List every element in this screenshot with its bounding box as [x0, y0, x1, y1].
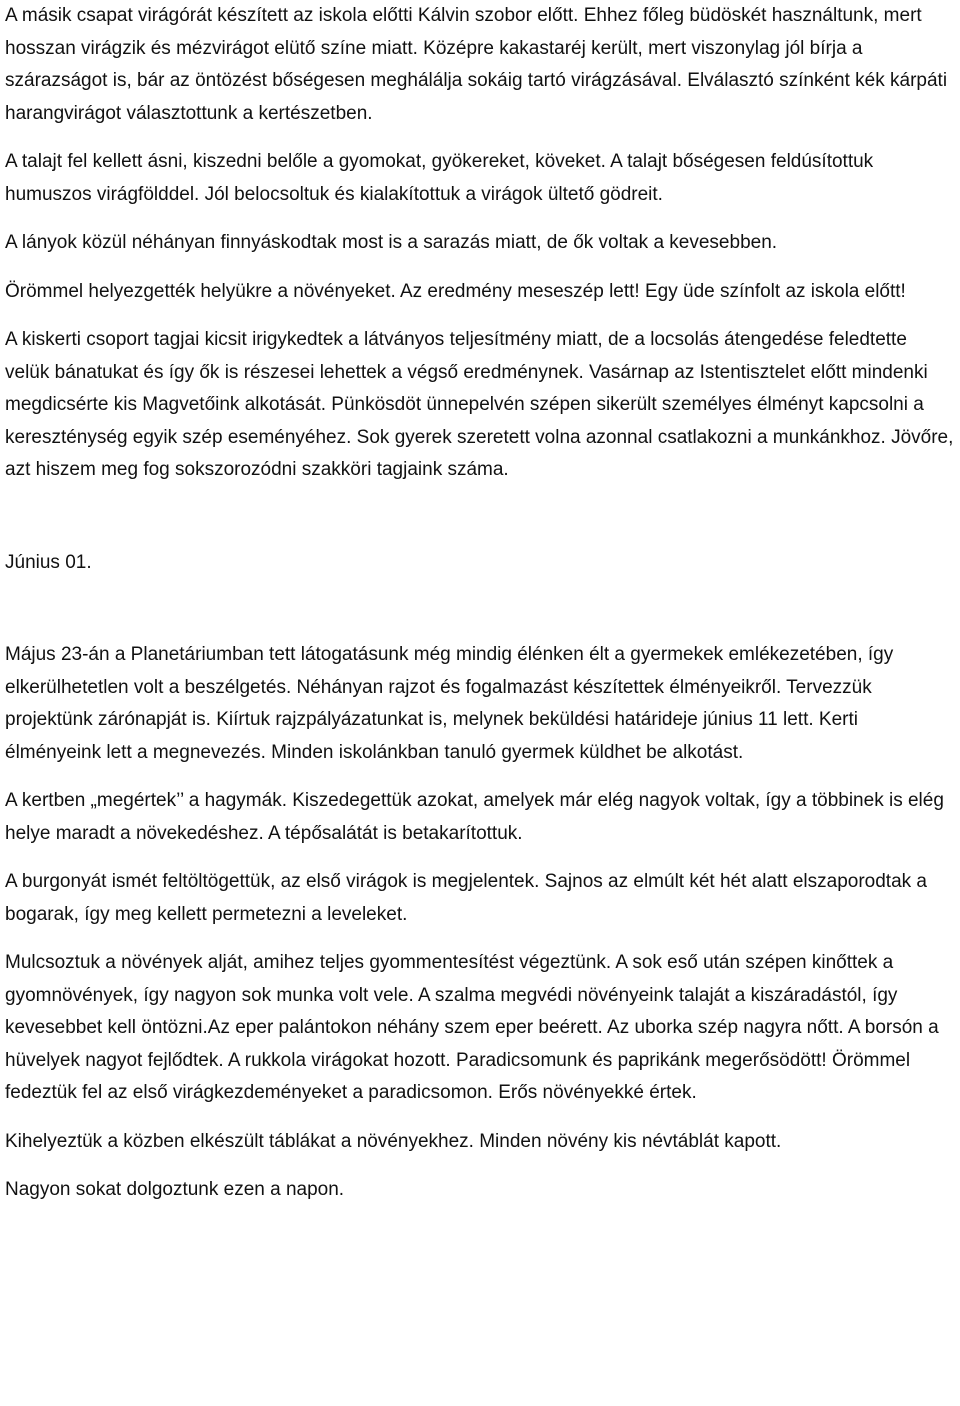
paragraph-planetarium: Május 23-án a Planetáriumban tett látogatásunk még mindig élénken élt a gyermekek emlékezetében, így elkerülhetetlen volt a beszélgetés. Néhányan rajzot és fogalmazást készítettek élményeikről. Tervezzük projektünk zárónapját is. Kiírtuk rajzpályázatunkat is, melynek beküldési határideje június 11 lett. Kerti élményeink lett a megnevezés. Minden iskolánkban tanuló gyermek küldhet be alkotást. [5, 644, 894, 763]
paragraph-onions: A kertben „megértek’’ a hagymák. Kiszedegettük azokat, amelyek már elég nagyok voltak, így a többinek is elég helye maradt a növekedéshez. A tépősalátát is betakarítottuk. [5, 790, 944, 844]
paragraph-soil-preparation: A talajt fel kellett ásni, kiszedni belőle a gyomokat, gyökereket, köveket. A talajt bőségesen feldúsítottuk humuszos virágfölddel. Jól belocsoltuk és kialakítottuk a virágok ültető gödreit. [5, 151, 874, 205]
paragraph-planting-result: Örömmel helyezgették helyükre a növényeket. Az eredmény meseszép lett! Egy üde színfolt az iskola előtt! [5, 280, 906, 302]
date-heading: Június 01. [5, 551, 92, 573]
paragraph-flower-clock: A másik csapat virágórát készített az iskola előtti Kálvin szobor előtt. Ehhez főleg büdöskét használtunk, mert hosszan virágzik és mézvirágot elütő színe miatt. Középre kakastaréj került, mert viszonylag jól bírja a szárazságot is, bár az öntözést bőségesen meghálálja sokáig tartó virágzásával. Elválasztó színként kék kárpáti harangvirágot választottunk a kertészetben. [5, 5, 948, 124]
paragraph-girls-mud: A lányok közül néhányan finnyáskodtak most is a sarazás miatt, de ők voltak a kevesebben. [5, 232, 778, 253]
paragraph-mulching: Mulcsoztuk a növények alját, amihez teljes gyommentesítést végeztünk. A sok eső után szépen kinőttek a gyomnövények, így nagyon sok munka volt vele. A szalma megvédi növényeink talaját a kiszáradástól, így kevesebbet kell öntözni.Az eper palántokon néhány szem eper beérett. Az uborka szép nagyra nőtt. A borsón a hüvelyek nagyot fejlődtek. A rukkola virágokat hozott. Paradicsomunk és paprikánk megerősödött! Örömmel fedeztük fel az első virágkezdeményeket a paradicsomon. Erős növényekké értek. [5, 952, 939, 1103]
document-page [5, 0, 955, 1207]
paragraph-garden-group: A kiskerti csoport tagjai kicsit irigykedtek a látványos teljesítmény miatt, de a locsolás átengedése feledtette velük bánatukat és így ők is részesei lehettek a végső eredménynek. Vasárnap az Istentisztelet előtt mindenki megdicsérte kis Magvetőink alkotását. Pünkösdöt ünnepelvén szépen sikerült személyes élményt kapcsolni a kereszténység egyik szép eseményéhez. Sok gyerek szeretett volna azonnal csatlakozni a munkánkhoz. Jövőre, azt hiszem meg fog sokszorozódni szakköri tagjaink száma. [5, 329, 954, 480]
paragraph-closing: Nagyon sokat dolgoztunk ezen a napon. [5, 1179, 345, 1200]
paragraph-potatoes: A burgonyát ismét feltöltögettük, az első virágok is megjelentek. Sajnos az elmúlt két hét alatt elszaporodtak a bogarak, így meg kellett permetezni a leveleket. [5, 871, 928, 925]
paragraph-name-tags: Kihelyeztük a közben elkészült táblákat a növényekhez. Minden növény kis névtáblát kapott. [5, 1130, 782, 1152]
